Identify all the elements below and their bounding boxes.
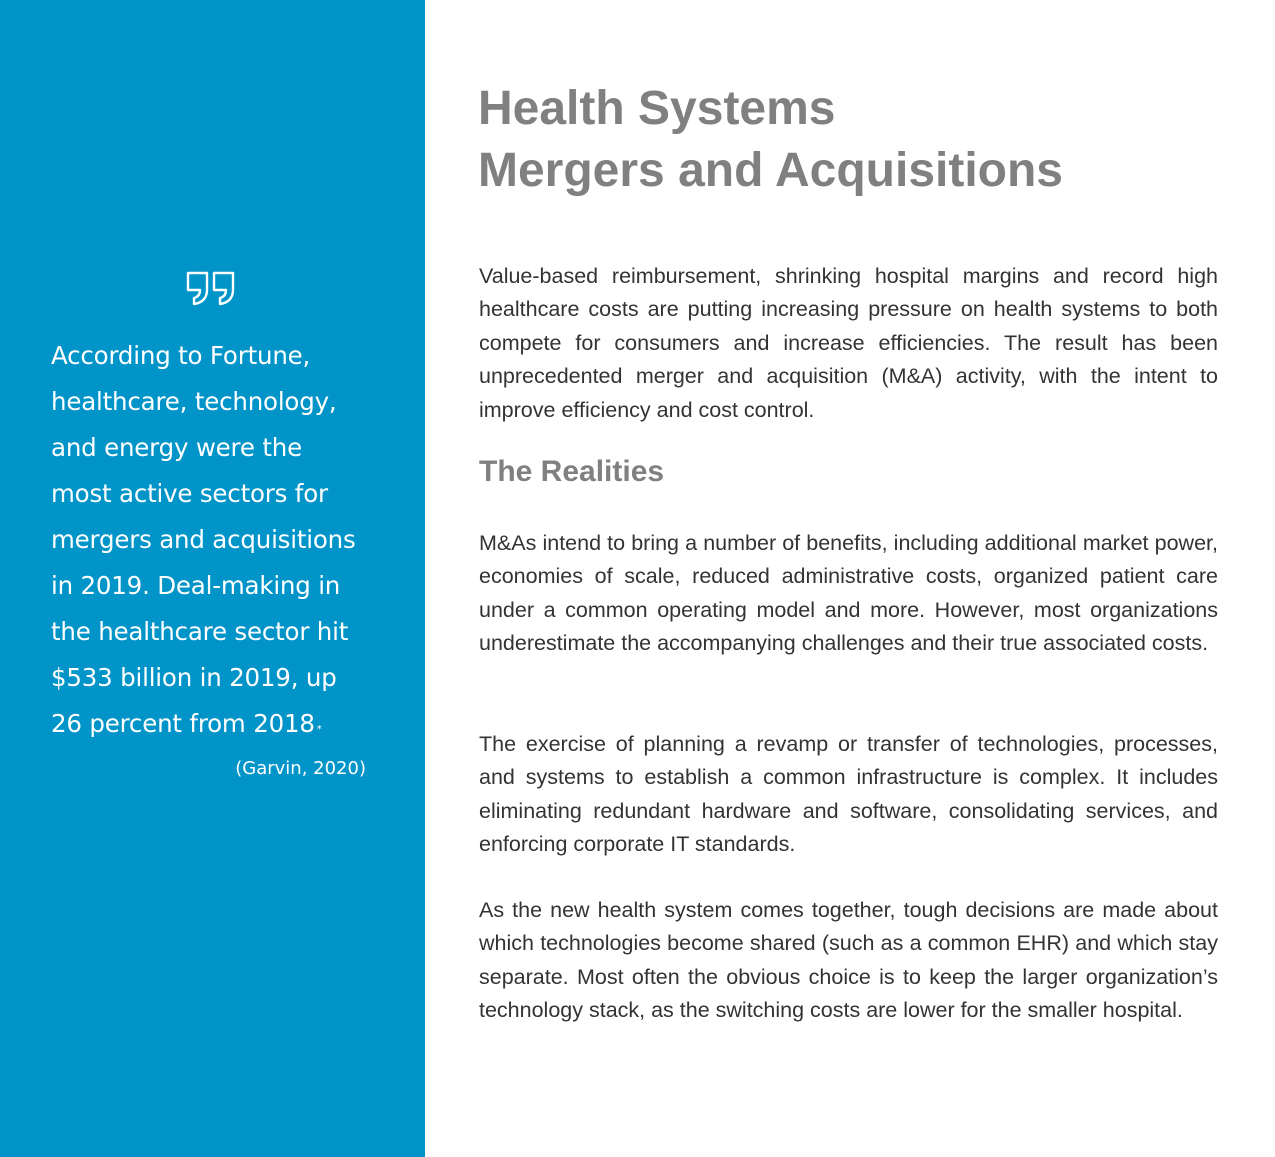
section-heading: The Realities	[479, 455, 665, 488]
title-line-2: Mergers and Acquisitions	[478, 144, 1063, 197]
quotation-mark-icon	[185, 270, 237, 306]
body-paragraph-1: M&As intend to bring a number of benefits, including additional market power, economies of scale, reduced administrative costs, organized patient care under a common operating model and more. However, most organizations underestimate the accompanying challenges and their true associated costs.	[479, 531, 1218, 656]
quote-line: healthcare, technology,	[51, 387, 337, 416]
body-paragraph-2: The exercise of planning a revamp or transfer of technologies, processes, and systems to establish a common infrastructure is complex. It includes eliminating redundant hardware and software, consolidating services, and enforcing corporate IT standards.	[479, 732, 1218, 857]
sidebar-panel	[0, 0, 425, 1157]
quote-line: According to Fortune,	[51, 341, 311, 370]
quote-line: $533 billion in 2019, up	[51, 663, 337, 692]
intro-paragraph: Value-based reimbursement, shrinking hospital margins and record high healthcare costs are putting increasing pressure on health systems to both compete for consumers and increase efficiencies. The result has been unprecedented merger and acquisition (M&A) activity, with the intent to improve efficiency and cost control.	[479, 264, 1218, 422]
body-paragraph-3: As the new health system comes together, tough decisions are made about which technologies become shared (such as a common EHR) and which stay separate. Most often the obvious choice is to keep the larger organization’s technology stack, as the switching costs are lower for the smaller hospital.	[479, 898, 1218, 1023]
title-line-1: Health Systems	[478, 82, 836, 135]
quote-line: most active sectors for	[51, 479, 328, 508]
quote-line: 26 percent from 2018	[51, 709, 315, 738]
quote-line: in 2019. Deal-making in	[51, 571, 341, 600]
quote-line: mergers and acquisitions	[51, 525, 356, 554]
footnote-marker: *	[316, 724, 322, 735]
quote-citation: (Garvin, 2020)	[235, 758, 366, 779]
page-title	[478, 78, 1238, 202]
pull-quote	[51, 333, 381, 747]
quote-line: the healthcare sector hit	[51, 617, 349, 646]
quote-line: and energy were the	[51, 433, 302, 462]
quote-line-last	[51, 701, 381, 747]
